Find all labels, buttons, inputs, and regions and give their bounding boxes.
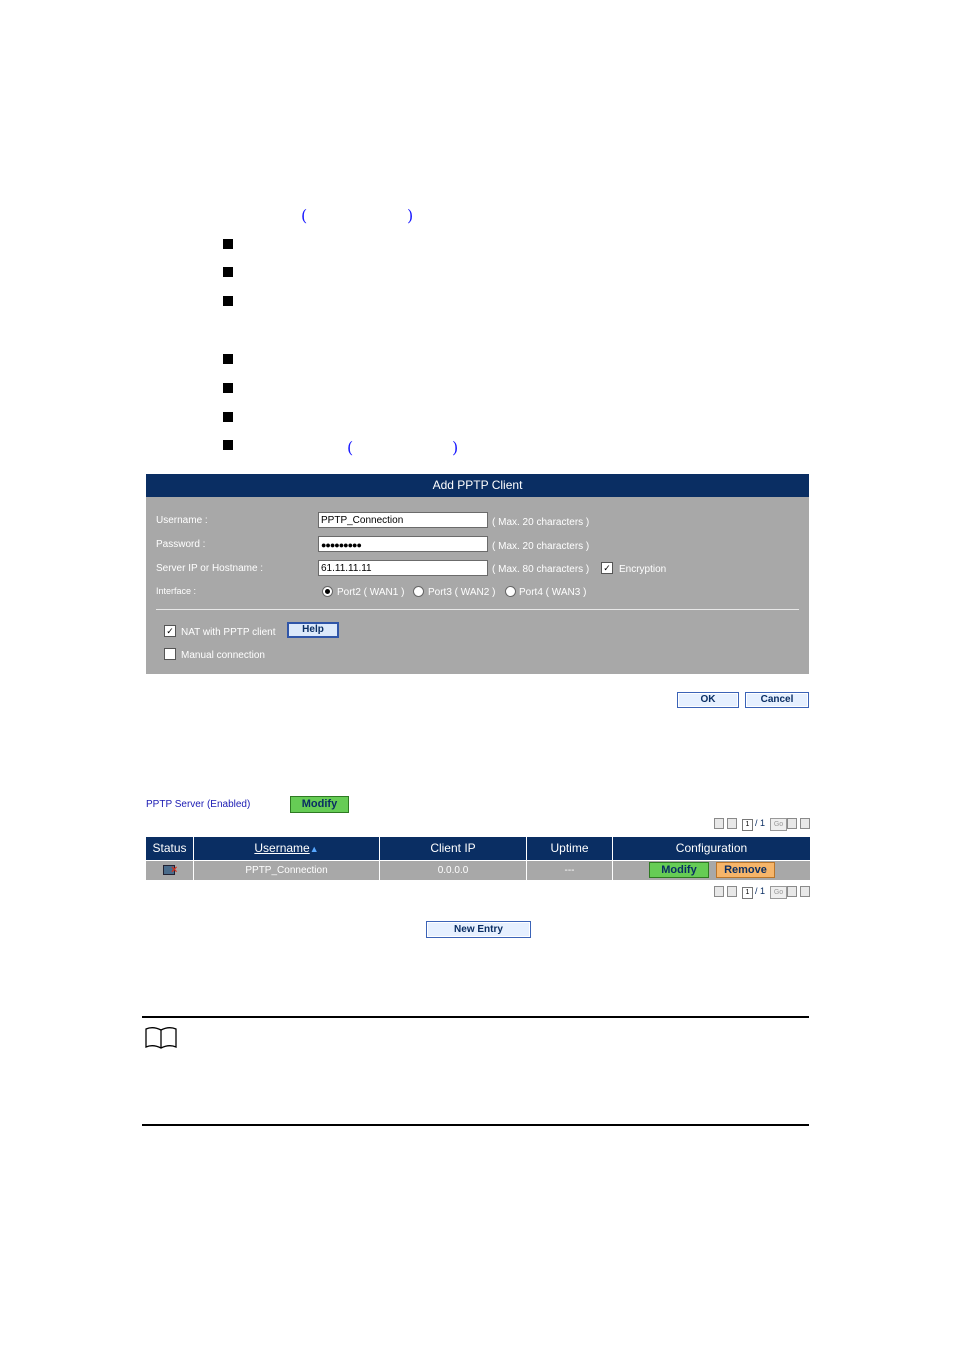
book-icon: [144, 1026, 178, 1050]
prev-page-icon[interactable]: [727, 886, 737, 897]
interface-option-port2: Port2 ( WAN1 ): [337, 587, 405, 598]
first-page-icon[interactable]: [714, 818, 724, 829]
paren-open: (: [301, 206, 308, 225]
panel-title: Add PPTP Client: [146, 474, 809, 497]
next-page-icon[interactable]: [787, 886, 797, 897]
go-button[interactable]: Go: [770, 818, 787, 831]
pptp-server-status: PPTP Server (Enabled): [146, 799, 251, 810]
note-top-rule: [142, 1016, 809, 1018]
row-client-ip: 0.0.0.0: [380, 861, 526, 880]
paren-open-2: (: [347, 438, 354, 457]
bullet-2: [223, 267, 233, 277]
username-input[interactable]: PPTP_Connection: [318, 512, 488, 528]
row-modify-button[interactable]: Modify: [649, 862, 709, 878]
server-hint: ( Max. 80 characters ): [492, 564, 590, 575]
disconnected-x-icon: ×: [171, 864, 178, 876]
bullet-3: [223, 296, 233, 306]
password-input[interactable]: ●●●●●●●●●: [318, 536, 488, 552]
username-hint: ( Max. 20 characters ): [492, 517, 590, 528]
paren-close: ): [407, 206, 414, 225]
server-input[interactable]: 61.11.11.11: [318, 560, 488, 576]
sort-ascending-icon: ▲: [309, 844, 319, 854]
help-button[interactable]: Help: [287, 622, 339, 638]
encryption-checkbox[interactable]: ✓: [601, 562, 613, 574]
page-total: / 1: [755, 886, 766, 896]
row-uptime: ---: [527, 861, 612, 880]
column-username-label: Username: [254, 841, 310, 855]
first-page-icon[interactable]: [714, 886, 724, 897]
password-hint: ( Max. 20 characters ): [492, 541, 590, 552]
row-status-cell: [146, 861, 193, 880]
username-label: Username :: [156, 515, 208, 526]
interface-radio-port3[interactable]: [413, 586, 424, 597]
row-remove-button[interactable]: Remove: [716, 862, 775, 878]
interface-label: Interface :: [156, 586, 197, 596]
page-number-input[interactable]: 1: [742, 887, 753, 899]
bullet-1: [223, 239, 233, 249]
paren-close-2: ): [452, 438, 459, 457]
bullet-5: [223, 383, 233, 393]
column-configuration: Configuration: [613, 837, 810, 860]
server-modify-button[interactable]: Modify: [290, 796, 349, 813]
next-page-icon[interactable]: [787, 818, 797, 829]
panel-divider: [156, 609, 799, 610]
interface-radio-port2[interactable]: [322, 586, 333, 597]
manual-connection-label: Manual connection: [181, 650, 265, 661]
interface-option-port4: Port4 ( WAN3 ): [519, 587, 587, 598]
column-username[interactable]: [194, 837, 379, 860]
ok-button[interactable]: OK: [677, 692, 739, 708]
prev-page-icon[interactable]: [727, 818, 737, 829]
page-number-input[interactable]: 1: [742, 819, 753, 831]
pager-top: [714, 818, 810, 831]
interface-option-port3: Port3 ( WAN2 ): [428, 587, 496, 598]
nat-label: NAT with PPTP client: [181, 627, 276, 638]
nat-checkbox[interactable]: ✓: [164, 625, 176, 637]
interface-radio-port4[interactable]: [505, 586, 516, 597]
server-label: Server IP or Hostname :: [156, 563, 264, 574]
pager-bottom: [714, 886, 810, 899]
page-total: / 1: [755, 818, 766, 828]
last-page-icon[interactable]: [800, 818, 810, 829]
column-status: Status: [146, 837, 193, 860]
manual-connection-checkbox[interactable]: [164, 648, 176, 660]
note-bottom-rule: [142, 1124, 809, 1126]
column-uptime: Uptime: [527, 837, 612, 860]
bullet-6: [223, 412, 233, 422]
row-username: PPTP_Connection: [194, 861, 379, 880]
bullet-4: [223, 354, 233, 364]
encryption-label: Encryption: [619, 564, 667, 575]
column-client-ip: Client IP: [380, 837, 526, 860]
new-entry-button[interactable]: New Entry: [426, 921, 531, 938]
last-page-icon[interactable]: [800, 886, 810, 897]
bullet-7: [223, 440, 233, 450]
password-label: Password :: [156, 539, 206, 550]
row-configuration: [613, 861, 810, 880]
cancel-button[interactable]: Cancel: [745, 692, 809, 708]
go-button[interactable]: Go: [770, 886, 787, 899]
